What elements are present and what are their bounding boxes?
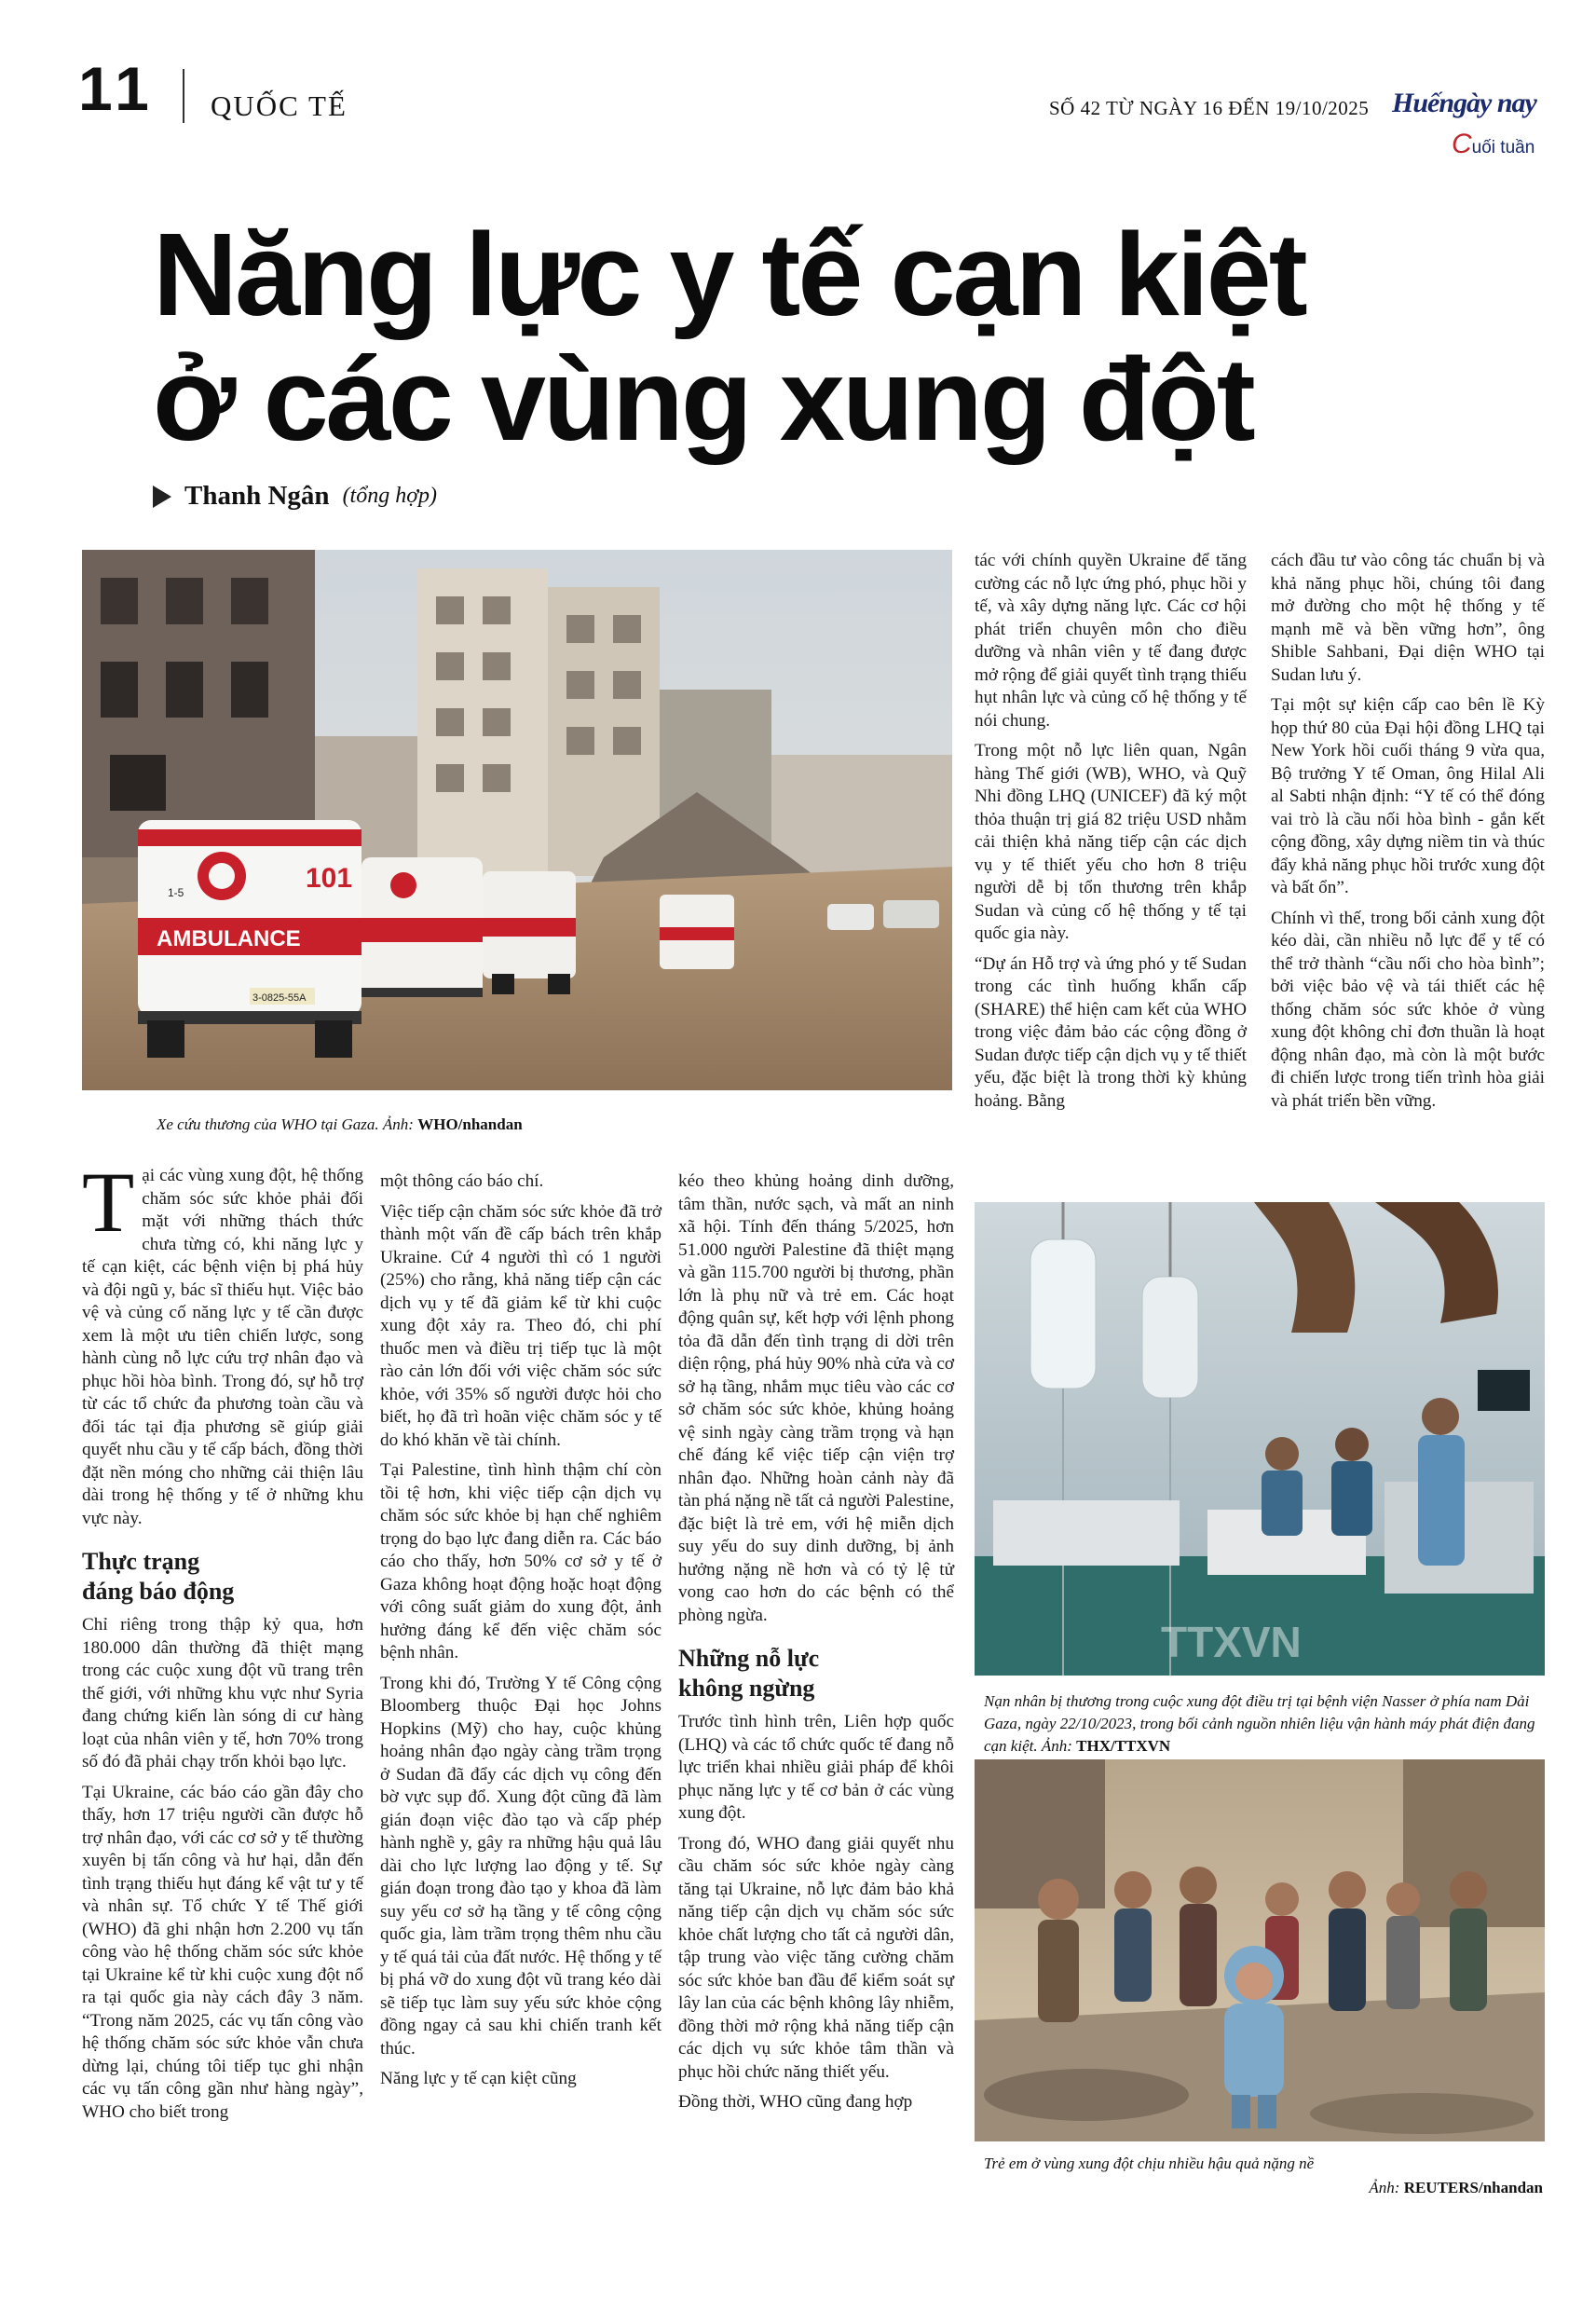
paragraph: Chỉ riêng trong thập kỷ qua, hơn 180.000 dân thường đã thiệt mạng trong các cuộc xung đột vũ trang trên thế giới, với những khu vực như Syria đang chứng kiến làn sóng di cư hàng loạt của nhân viên y tế, hơn 70% trong số đó đã phải chạy trốn khỏi bạo lực. [82, 1615, 363, 1772]
paragraph: một thông cáo báo chí. [380, 1171, 544, 1191]
paragraph: Chính vì thế, trong bối cảnh xung đột kéo dài, cần nhiều nỗ lực để y tế có thể trở thành “cầu nối cho hòa bình”; bởi việc bảo vệ và tái thiết các hệ thống chăm sóc sức khỏe ở vùng xung đột không chỉ đơn thuần là hoạt động nhân đạo, mà còn là một bước đi chiến lược trong tiến trình hòa giải và phát triển bền vững. [1271, 908, 1545, 1111]
paragraph: Trong một nỗ lực liên quan, Ngân hàng Thế giới (WB), WHO, và Quỹ Nhi đồng LHQ (UNICEF) đã ký một thỏa thuận trị giá 82 triệu USD nhằm cải thiện khả năng tiếp cận các dịch vụ y tế thiết yếu cho hơn 8 triệu người dễ bị tổn thương trên khắp Sudan và củng cố hệ thống y tế tại quốc gia này. [975, 741, 1247, 943]
caption-credit: WHO/nhandan [417, 1115, 523, 1133]
paragraph: cách đầu tư vào công tác chuẩn bị và khả năng phục hồi, chúng tôi đang mở đường cho một hệ thống y tế mạnh mẽ và bền vững hơn”, ông Shible Sahbani, Đại diện WHO tại Sudan lưu ý. [1271, 551, 1545, 685]
ambulance-label: AMBULANCE [157, 926, 301, 951]
paragraph: Trước tình hình trên, Liên hợp quốc (LHQ) và các tổ chức quốc tế đang nỗ lực triển khai nhiều giải pháp để khôi phục năng lực y tế cơ bản ở các vùng xung đột. [678, 1712, 954, 1823]
photo-ambulances [82, 550, 952, 1090]
ambulance-subnumber: 1-5 [168, 886, 184, 899]
subheading: Những nỗ lực không ngừng [678, 1645, 820, 1702]
paragraph: Việc tiếp cận chăm sóc sức khỏe đã trở thành một vấn đề cấp bách trên khắp Ukraine. Cứ 4 người thì có 1 người (25%) cho rằng, khả năng tiếp cận các dịch vụ y tế đã giảm kể từ khi cuộc xung đột xảy ra. Theo đó, chi phí thuốc men và điều trị tiếp tục là một rào cản lớn đối với việc chăm sóc sức khỏe, với 35% số người được hỏi cho biết, họ đã trì hoãn việc chăm sóc y tế do khó khăn về tài chính. [380, 1201, 662, 1450]
paragraph: Trong khi đó, Trường Y tế Công cộng Bloomberg thuộc Đại học Johns Hopkins (Mỹ) cho hay, cuộc khủng hoảng nhân đạo ngày càng trầm trọng ở Sudan đã đẩy các dịch vụ công đến bờ vực sụp đổ. Xung đột cũng đã làm gián đoạn việc đào tạo và cấp phép hành nghề y, gây ra những hậu quả lâu dài cho lực lượng lao động y tế. Sự gián đoạn trong đào tạo y khoa đã làm suy yếu cơ sở hạ tầng y tế công cộng quốc gia, làm trầm trọng thêm nhu cầu y tế quá tải của đất nước. Hệ thống y tế bị phá vỡ do xung đột vũ trang kéo dài sẽ tiếp tục làm suy yếu sức khỏe cộng đồng ngay cả sau khi chiến tranh kết thúc. [380, 1673, 662, 2059]
article-column-3 [678, 1170, 954, 2122]
headline-line-1: Năng lực y tế cạn kiệt [153, 209, 1305, 340]
paragraph: tác với chính quyền Ukraine để tăng cường các nỗ lực ứng phó, phục hồi y tế, và xây dựng năng lực. Các cơ hội phát triển chuyên môn cho điều dưỡng và nhân viên y tế đang được mở rộng để giải quyết tình trạng thiếu hụt nhân lực và củng cố hệ thống y tế nói chung. [975, 551, 1247, 731]
header-divider [183, 69, 184, 123]
caption-text: Xe cứu thương của WHO tại Gaza. Ảnh: [157, 1115, 414, 1133]
paragraph: Năng lực y tế cạn kiệt cũng [380, 2069, 577, 2088]
photo-hospital-caption [984, 1690, 1543, 1758]
article-column-4 [975, 550, 1247, 1120]
children-scene [975, 1759, 1545, 2141]
byline [153, 481, 437, 512]
photo-hospital [975, 1202, 1545, 1676]
photo-children-credit [1258, 2177, 1543, 2199]
logo-main-text: Huếngày nay [1392, 88, 1536, 118]
paragraph: Tại Palestine, tình hình thậm chí còn tồi tệ hơn, khi việc tiếp cận dịch vụ chăm sóc sức khỏe bị hạn chế nghiêm trọng do bạo lực đang diễn ra. Các báo cáo cho thấy, hơn 50% cơ sở y tế ở Gaza không hoạt động hoặc hoạt động với công suất giảm do xung đột, ảnh hưởng đáng kể đến việc chăm sóc bệnh nhân. [380, 1460, 662, 1662]
article-headline [153, 209, 1411, 465]
caption-text: Nạn nhân bị thương trong cuộc xung đột điều trị tại bệnh viện Nasser ở phía nam Dải Gaza, ngày 22/10/2023, trong bối cảnh nguồn nhiên liệu vận hành máy phát điện đang cạn kiệt. Ảnh: [984, 1692, 1535, 1755]
paragraph: “Dự án Hỗ trợ và ứng phó y tế Sudan trong các tình huống khẩn cấp (SHARE) thể hiện cam kết của WHO trong việc đảm bảo các cộng đồng ở Sudan được tiếp cận dịch vụ y tế thiết yếu, đặc biệt là trong thời kỳ khủng hoảng. Bằng [975, 953, 1247, 1111]
article-column-1 [82, 1155, 363, 2131]
author-note: (tổng hợp) [342, 484, 438, 508]
article-column-5 [1271, 550, 1545, 1120]
photo-children-caption: Trẻ em ở vùng xung đột chịu nhiều hậu quả nặng nề [984, 2155, 1315, 2172]
author-name: Thanh Ngân [184, 481, 330, 511]
hospital-scene [975, 1202, 1545, 1676]
play-arrow-icon [153, 486, 171, 508]
newspaper-logo [1392, 88, 1550, 170]
paragraph: Tại một sự kiện cấp cao bên lề Kỳ họp thứ 80 của Đại hội đồng LHQ tại New York hồi cuối tháng 9 vừa qua, Bộ trưởng Y tế Oman, ông Hilal Ali al Sabti nhận định: “Y tế có thể đóng vai trò là cầu nối hòa bình - gắn kết cộng đồng, xây dựng niềm tin và thúc đẩy khả năng phục hồi trước xung đột và bất ổn”. [1271, 695, 1545, 897]
credit-source: REUTERS/nhandan [1403, 2179, 1543, 2196]
page-number: 11 [78, 54, 155, 123]
logo-sub-text: Cuối tuần [1452, 129, 1535, 159]
headline-line-2: ở các vùng xung đột [153, 334, 1253, 465]
paragraph: Tại Ukraine, các báo cáo gần đây cho thấy, hơn 17 triệu người cần được hỗ trợ nhân đạo, với các cơ sở y tế thường xuyên bị tấn công và hư hại, dẫn đến tình trạng thiếu hụt đáng kể vật tư y tế và nhân sự. Tổ chức Y tế Thế giới (WHO) đã ghi nhận hơn 2.200 vụ tấn công vào hệ thống chăm sóc sức khỏe tại Ukraine kể từ khi cuộc xung đột nổ ra tại quốc gia này cách đây 3 năm. “Trong năm 2025, các vụ tấn công vào hệ thống chăm sóc sức khỏe vẫn chưa dừng lại, chúng tôi tiếp tục ghi nhận các vụ tấn công gần như hàng ngày”, WHO cho biết trong [82, 1782, 363, 2122]
caption-credit: THX/TTXVN [1076, 1737, 1171, 1755]
paragraph: Trong đó, WHO đang giải quyết nhu cầu chăm sóc sức khỏe ngày càng tăng tại Ukraine, nỗ lực đảm bảo khả năng tiếp cận dịch vụ chăm sóc sức khỏe chất lượng cho tất cả người dân, tập trung vào việc tăng cường chăm sóc sức khỏe ban đầu để kiểm soát sự lây lan của các bệnh không lây nhiễm, đồng thời mở rộng khả năng tiếp cận các dịch vụ sức khỏe tâm thần và phục hồi chức năng thiết yếu. [678, 1833, 954, 2082]
license-plate: 3-0825-55A [252, 992, 307, 1004]
paragraph: kéo theo khủng hoảng dinh dưỡng, tâm thần, nước sạch, và mất an ninh xã hội. Tính đến tháng 5/2025, hơn 51.000 người Palestine đã thiệt mạng và gần 115.700 người bị thương, phần lớn là phụ nữ và trẻ em. Các hoạt động quân sự, kết hợp với lệnh phong tỏa đã dẫn đến tình trạng di dời trên diện rộng, phá hủy 90% nhà cửa và cơ sở hạ tầng, nhắm mục tiêu vào các cơ sở chăm sóc sức khỏe, khủng hoảng vệ sinh ngày càng trầm trọng và hạn chế đáng kể việc tiếp cận viện trợ nhân đạo. Những hoàn cảnh này đã tàn phá nặng nề tất cả người Palestine, đặc biệt là trẻ em, với hệ miễn dịch suy yếu do suy dinh dưỡng, bị ảnh hưởng nặng nề hơn và có tỷ lệ tử vong cao hơn do các bệnh có thể phòng ngừa. [678, 1171, 954, 1625]
photo-ambulances-caption [157, 1114, 948, 1136]
credit-label: Ảnh: [1369, 2179, 1400, 2196]
ambulance-number: 101 [306, 863, 353, 894]
paragraph: Đồng thời, WHO cũng đang hợp [678, 2092, 913, 2112]
issue-info: SỐ 42 TỪ NGÀY 16 ĐẾN 19/10/2025 [1049, 97, 1370, 119]
ambulance-scene [82, 550, 952, 1090]
paragraph: Tại các vùng xung đột, hệ thống chăm sóc sức khỏe phải đối mặt với những thách thức chưa từng có, khi năng lực y tế cạn kiệt, các bệnh viện bị phá hủy và đội ngũ y, bác sĩ thiếu hụt. Việc bảo vệ và củng cố năng lực y tế cần được xem là một ưu tiên chiến lược, song hành cùng nỗ lực cứu trợ nhân đạo và phục hồi hòa bình. Trong đó, sự hỗ trợ từ các tổ chức đa phương toàn cầu và đối tác tại địa phương sẽ giúp giải quyết nhu cầu y tế cấp bách, đồng thời đặt nền móng cho những cải thiện lâu dài trong hệ thống y tế ở những khu vực này. [82, 1155, 363, 1528]
photo-watermark: TTXVN [1161, 1618, 1302, 1666]
article-column-2 [380, 1170, 662, 2099]
drop-cap: T [82, 1155, 135, 1250]
section-name: QUỐC TẾ [211, 89, 348, 122]
photo-children [975, 1759, 1545, 2141]
subheading: Thực trạng đáng báo động [82, 1548, 235, 1605]
